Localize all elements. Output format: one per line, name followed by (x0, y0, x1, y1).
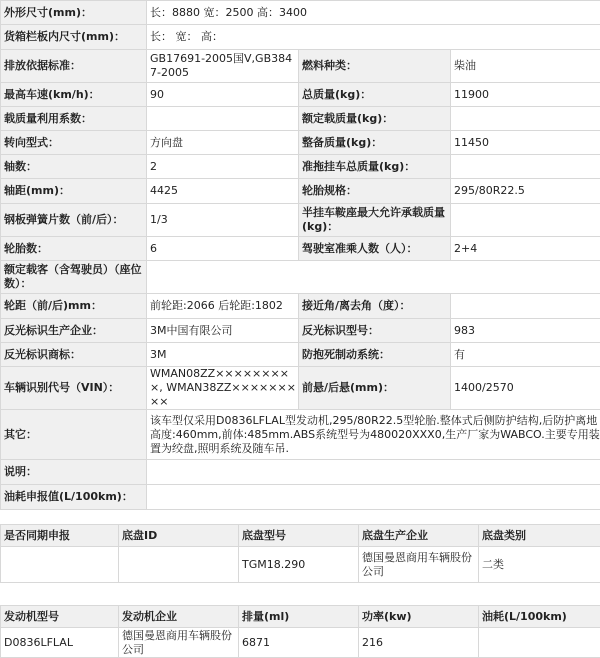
refl-model-label: 反光标识型号： (299, 319, 451, 343)
passenger-value (147, 261, 600, 294)
steer-label: 转向型式： (1, 131, 147, 155)
refl-model-value: 983 (451, 319, 600, 343)
refl-mfr-label: 反光标识生产企业： (1, 319, 147, 343)
wheelbase-label: 轴距(mm)： (1, 179, 147, 204)
refl-brand-label: 反光标识商标： (1, 343, 147, 367)
tire-value: 295/80R22.5 (451, 179, 600, 204)
chassis-maker: 德国曼恩商用车辆股份公司 (359, 547, 479, 583)
steer-value: 方向盘 (147, 131, 299, 155)
note-label: 说明： (1, 460, 147, 485)
engine-header-model: 发动机型号 (1, 606, 119, 628)
trailer-label: 准拖挂车总质量(kg)： (299, 155, 451, 179)
curb-label: 整备质量(kg)： (299, 131, 451, 155)
engine-header-maker: 发动机企业 (119, 606, 239, 628)
emission-label: 排放依据标准： (1, 50, 147, 83)
engine-displacement: 6871 (239, 628, 359, 658)
chassis-header-id: 底盘ID (119, 525, 239, 547)
gross-label: 总质量(kg)： (299, 83, 451, 107)
track-label: 轮距（前/后)mm： (1, 294, 147, 319)
rated-label: 额定载质量(kg)： (299, 107, 451, 131)
rated-value (451, 107, 600, 131)
fuel-value: 柴油 (451, 50, 600, 83)
engine-header-fuel: 油耗(L/100km) (479, 606, 600, 628)
vin-label: 车辆识别代号（VIN）： (1, 367, 147, 410)
gross-value: 11900 (451, 83, 600, 107)
cab-label: 驾驶室准乘人数（人）： (299, 237, 451, 261)
approach-value (451, 294, 600, 319)
chassis-model: TGM18.290 (239, 547, 359, 583)
saddle-value (451, 204, 600, 237)
engine-maker: 德国曼恩商用车辆股份公司 (119, 628, 239, 658)
dims-label: 外形尺寸(mm)： (1, 1, 147, 25)
engine-power: 216 (359, 628, 479, 658)
util-value (147, 107, 299, 131)
spring-label: 钢板弹簧片数（前/后）： (1, 204, 147, 237)
passenger-label: 额定载客（含驾驶员）（座位数）： (1, 261, 147, 294)
fuelrpt-label: 油耗申报值(L/100km)： (1, 485, 147, 510)
trailer-value (451, 155, 600, 179)
other-value: 该车型仅采用D0836LFLAL型发动机,295/80R22.5型轮胎.整体式后侧防护结构,后防护离地高度:460mm,前体:485mm.ABS系统型号为480020XXX0,生产厂家为WABCO.主要专用装置为绞盘,照明系统及随车吊. (147, 410, 600, 460)
engine-model: D0836LFLAL (1, 628, 119, 658)
fuel-label: 燃料种类： (299, 50, 451, 83)
engine-header-power: 功率(kw) (359, 606, 479, 628)
track-value: 前轮距:2066 后轮距:1802 (147, 294, 299, 319)
engine-header-displacement: 排量(ml) (239, 606, 359, 628)
tirecount-value: 6 (147, 237, 299, 261)
vin-value: WMAN08ZZ×××××××××, WMAN38ZZ××××××××× (147, 367, 299, 410)
refl-brand-value: 3M (147, 343, 299, 367)
chassis-id (119, 547, 239, 583)
dims-value: 长：8880 宽：2500 高：3400 (147, 1, 600, 25)
refl-mfr-value: 3M中国有限公司 (147, 319, 299, 343)
chassis-table (0, 524, 600, 583)
wheelbase-value: 4425 (147, 179, 299, 204)
spring-value: 1/3 (147, 204, 299, 237)
chassis-class: 二类 (479, 547, 600, 583)
tire-label: 轮胎规格： (299, 179, 451, 204)
note-value (147, 460, 600, 485)
abs-value: 有 (451, 343, 600, 367)
emission-value: GB17691-2005国Ⅴ,GB3847-2005 (147, 50, 299, 83)
tirecount-label: 轮胎数： (1, 237, 147, 261)
chassis-sync (1, 547, 119, 583)
chassis-header-model: 底盘型号 (239, 525, 359, 547)
axles-value: 2 (147, 155, 299, 179)
box-value: 长： 宽： 高： (147, 25, 600, 50)
chassis-header-sync: 是否同期申报 (1, 525, 119, 547)
approach-label: 接近角/离去角（度）： (299, 294, 451, 319)
engine-fuel (479, 628, 600, 658)
axles-label: 轴数： (1, 155, 147, 179)
overhang-value: 1400/2570 (451, 367, 600, 410)
speed-label: 最高车速(km/h)： (1, 83, 147, 107)
fuelrpt-value (147, 485, 600, 510)
cab-value: 2+4 (451, 237, 600, 261)
abs-label: 防抱死制动系统： (299, 343, 451, 367)
curb-value: 11450 (451, 131, 600, 155)
other-label: 其它： (1, 410, 147, 460)
saddle-label: 半挂车鞍座最大允许承载质量(kg)： (299, 204, 451, 237)
chassis-header-class: 底盘类别 (479, 525, 600, 547)
box-label: 货箱栏板内尺寸(mm)： (1, 25, 147, 50)
util-label: 载质量利用系数： (1, 107, 147, 131)
chassis-header-maker: 底盘生产企业 (359, 525, 479, 547)
overhang-label: 前悬/后悬(mm)： (299, 367, 451, 410)
speed-value: 90 (147, 83, 299, 107)
engine-table (0, 605, 600, 658)
